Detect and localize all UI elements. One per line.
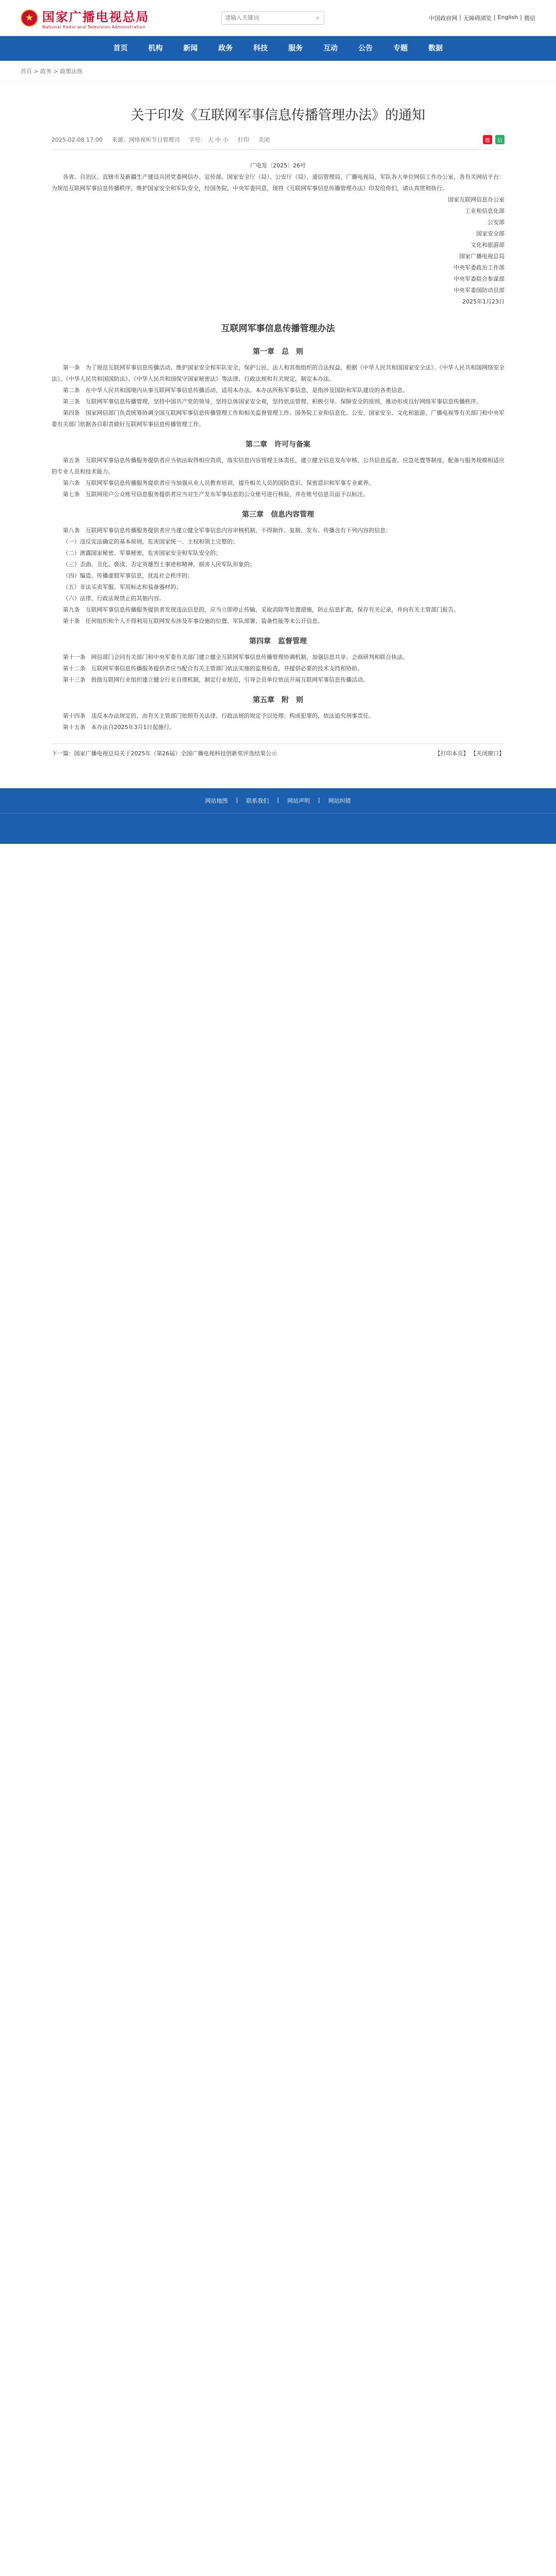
article-paragraph: 第九条 互联网军事信息传播服务提供者发现违法信息的，应当立即停止传输，采取消除等处置措施，防止信息扩散，保存有关记录，并向有关主管部门报告。 [63,606,459,613]
signatory: 工业和信息化部 [465,208,505,214]
top-link[interactable]: English [497,13,518,21]
signatory: 国家安全部 [476,230,505,237]
article-paragraph: （五）非法买卖军服、军用标志和装备器材的； [63,584,182,590]
site-logo[interactable] [21,7,149,29]
article-main [31,82,525,773]
search-input[interactable] [222,12,311,24]
article-paragraph: 第七条 互联网用户公众账号信息服务提供者应当对生产发布军事信息的公众账号进行核验，并在账号信息页面予以标注。 [63,491,369,498]
footer-separator: | [236,796,238,803]
wechat-share-icon[interactable]: 信 [495,135,505,144]
signatory: 国家广播电视总局 [459,253,505,260]
main-nav [0,36,556,61]
search-box [221,11,324,25]
prev-next-link[interactable]: 下一篇：国家广播电视总局关于2025年（第26届）全国广播电视科技创新奖评选结果公示 [51,750,277,757]
nav-item[interactable]: 互动 [323,44,338,53]
article-paragraph: 第六条 互联网军事信息传播服务提供者应当加强从业人员教育培训，提升相关人员的国防意识、保密意识和军事专业素养。 [63,480,374,486]
article-tail [51,743,505,757]
article-paragraph: 第一条 为了规范互联网军事信息传播活动，维护国家安全和军队安全，保护公民、法人和其他组织的合法权益，根据《中华人民共和国国家安全法》、《中华人民共和国网络安全法》、《中华人民共和国国防法》、《中华人民共和国保守国家秘密法》等法律、行政法规和有关规定，制定本办法。 [51,364,505,382]
article-paragraph: 第十三条 鼓励互联网行业组织建立健全行业自律机制，制定行业规范，引导会员单位依法开展互联网军事信息传播活动。 [63,676,369,683]
nav-item[interactable]: 新闻 [183,44,198,53]
article-date: 2025-02-08 17:00 [51,136,103,143]
nav-item[interactable]: 首页 [113,44,128,53]
article-content [51,160,505,733]
top-link-separator: | [459,13,461,21]
article-paragraph: （三）歪曲、丑化、亵渎、否定英雄烈士事迹和精神，损害人民军队形象的； [63,561,255,568]
article-title: 关于印发《互联网军事信息传播管理办法》的通知 [130,108,425,123]
footer-bottom [0,813,556,844]
top-link[interactable]: 无障碍浏览 [463,14,492,22]
article-paragraph: 第十条 任何组织和个人不得利用互联网发布涉及军事设施的位置、军队部署、装备性能等未公开信息。 [63,618,323,624]
footer [0,788,556,813]
doc-number: 广电发〔2025〕26号 [250,162,306,169]
article-source: 来源：网络视听节目管理司 [112,137,180,143]
nav-item[interactable]: 科技 [253,44,268,53]
article-paragraph: 第五条 互联网军事信息传播服务提供者应当依法取得相应资质，落实信息内容管理主体责任，建立健全信息发布审核、公共信息巡查、应急处置等制度，配备与服务规模相适应的专业人员和技术能力。 [51,457,505,475]
article-paragraph: 第十五条 本办法自2025年3月1日起施行。 [63,724,175,731]
top-link-separator: | [520,13,522,21]
footer-links [0,796,556,805]
nav-item[interactable]: 公告 [358,44,373,53]
footer-link[interactable]: 网站地图 [205,798,228,804]
signatory: 文化和旅游部 [471,242,505,248]
site-name: 国家广播电视总局 [42,9,149,24]
signatory: 中央军委国防动员部 [454,287,505,294]
article-paragraph: 第四条 国家网信部门负责统筹协调全国互联网军事信息传播管理工作和相关监督管理工作。国务院工业和信息化、公安、国家安全、文化和旅游、广播电视等有关部门和中央军委有关部门依据各自职责做好互联网军事信息传播管理工作。 [51,410,505,428]
article-paragraph: （一）违反宪法确定的基本原则，危害国家统一、主权和领土完整的； [63,538,238,545]
article-paragraph: 第八条 互联网军事信息传播服务提供者应当建立健全军事信息内容审核机制，不得制作、复制、发布、传播含有下列内容的信息： [63,527,391,534]
close-link[interactable]: 关闭 [258,137,270,143]
article-paragraph: （四）编造、传播虚假军事信息，扰乱社会秩序的； [63,572,193,579]
nav-item[interactable]: 数据 [428,44,443,53]
signatory: 2025年1月23日 [462,298,505,305]
weibo-share-icon[interactable]: 微 [483,135,492,144]
footer-separator: | [318,796,320,803]
site-name-en: National Radio and Television Administration [42,24,146,29]
chapters [51,345,505,733]
signatory: 国家互联网信息办公室 [448,196,505,203]
footer-separator: | [277,796,279,803]
font-size-label: 字号： [189,137,206,143]
chapter-title: 第四章 监督管理 [249,637,307,646]
signatory: 中央军委联合参谋部 [454,276,505,282]
signatory: 公安部 [488,219,505,226]
top-link[interactable]: 中国政府网 [429,14,458,22]
article-paragraph: 第十一条 网信部门会同有关部门和中央军委有关部门建立健全互联网军事信息传播管理协调机制，加强信息共享、会商研判和联合执法。 [63,654,408,660]
chapter-title: 第一章 总 则 [253,348,303,356]
print-page-link[interactable]: 【打印本页】 [435,750,469,757]
breadcrumb: 首页 > 政务 > 政策法规 [0,61,556,82]
article-paragraph: 第十四条 违反本办法规定的，由有关主管部门依照有关法律、行政法规的规定予以处理；构成犯罪的，依法追究刑事责任。 [63,713,374,719]
font-size-control [189,135,229,144]
chapter-title: 第五章 附 则 [253,696,303,704]
footer-link[interactable]: 网站声明 [287,798,310,804]
article-paragraph: （六）法律、行政法规禁止的其他内容。 [63,595,165,602]
top-links [429,14,535,22]
nav-item[interactable]: 政务 [218,44,233,53]
close-window-link[interactable]: 【关闭窗口】 [471,750,505,757]
font-size-medium[interactable]: 中 [215,137,221,143]
top-link[interactable]: 微信 [524,14,535,22]
font-size-small[interactable]: 小 [222,137,229,143]
emblem-icon: ★ [21,9,38,27]
signatory: 中央军委政治工作部 [454,264,505,271]
intro-paragraph: 各省、自治区、直辖市及新疆生产建设兵团党委网信办、宣传部、国家安全厅（局）、公安厅（局）、通信管理局、广播电视局，军队各大单位网信工作办公室，各有关网站平台：为规范互联网军事信息传播秩序，维护国家安全和军队安全，经国务院、中央军委同意，现将《互联网军事信息传播管理办法》印发给你们，请认真贯彻执行。 [51,174,505,192]
top-link-separator: | [493,13,496,21]
top-header [0,0,556,36]
print-link[interactable]: 打印 [237,137,249,143]
search-icon[interactable]: ⌕ [316,14,320,21]
signatory-block [51,194,505,308]
law-title: 互联网军事信息传播管理办法 [221,324,335,334]
nav-item[interactable]: 专题 [393,44,408,53]
chapter-title: 第二章 许可与备案 [246,440,310,449]
article-paragraph: 第十二条 互联网军事信息传播服务提供者应当配合有关主管部门依法实施的监督检查，并提供必要的技术支持和协助。 [63,665,363,672]
chapter-title: 第三章 信息内容管理 [242,511,314,519]
article-paragraph: 第二条 在中华人民共和国境内从事互联网军事信息传播活动，适用本办法。本办法所称军事信息，是指涉及国防和军队建设的各类信息。 [63,387,408,394]
article-paragraph: （二）泄露国家秘密、军事秘密，危害国家安全和军队安全的； [63,550,221,556]
article-paragraph: 第三条 互联网军事信息传播管理，坚持中国共产党的领导，坚持总体国家安全观，坚持依法管理、积极引导、保障安全的原则，推动形成良好网络军事信息传播秩序。 [63,398,482,405]
nav-item[interactable]: 服务 [288,44,303,53]
article-meta [51,135,505,150]
nav-item[interactable]: 机构 [148,44,163,53]
footer-link[interactable]: 网站纠错 [328,798,351,804]
share-buttons [483,135,505,144]
footer-link[interactable]: 联系我们 [246,798,269,804]
font-size-large[interactable]: 大 [207,137,214,143]
